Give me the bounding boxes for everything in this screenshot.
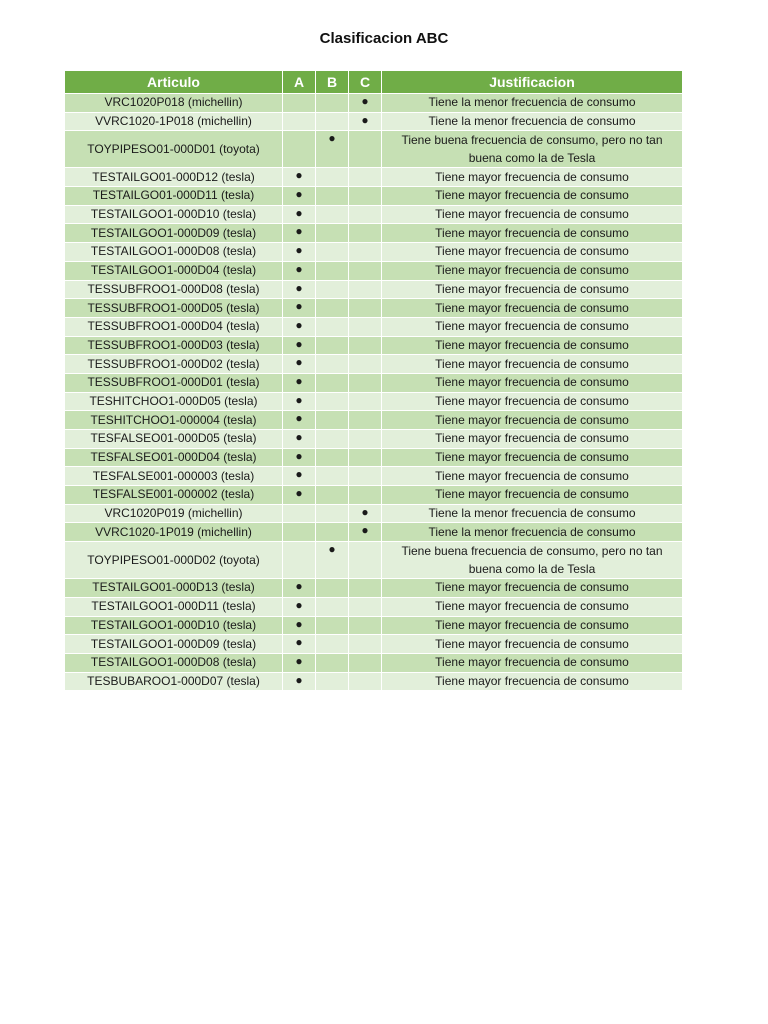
- cell-articulo: TESTAILGOO1-000D09 (tesla): [65, 635, 283, 654]
- cell-class-c: [349, 224, 382, 243]
- classification-mark: ●: [295, 224, 303, 239]
- cell-class-c: [349, 317, 382, 336]
- cell-class-c: [349, 486, 382, 505]
- header-articulo: Articulo: [65, 71, 283, 94]
- page-title: Clasificacion ABC: [319, 30, 449, 47]
- classification-mark: ●: [361, 504, 369, 519]
- cell-justificacion: Tiene la menor frecuencia de consumo: [382, 112, 683, 131]
- cell-justificacion: Tiene mayor frecuencia de consumo: [382, 653, 683, 672]
- cell-justificacion: Tiene mayor frecuencia de consumo: [382, 597, 683, 616]
- cell-articulo: TESHITCHOO1-000004 (tesla): [65, 411, 283, 430]
- cell-class-b: [316, 168, 349, 187]
- cell-class-a: [283, 205, 316, 224]
- cell-justificacion: Tiene mayor frecuencia de consumo: [382, 411, 683, 430]
- cell-class-a: [283, 635, 316, 654]
- cell-class-a: [283, 336, 316, 355]
- table-row: [65, 411, 683, 430]
- cell-class-b: [316, 373, 349, 392]
- cell-class-b: [316, 94, 349, 113]
- cell-class-a: [283, 653, 316, 672]
- cell-articulo: VVRC1020-1P018 (michellin): [65, 112, 283, 131]
- cell-class-a: [283, 355, 316, 374]
- table-header-row: [65, 71, 683, 94]
- cell-articulo: TESTAILGOO1-000D10 (tesla): [65, 616, 283, 635]
- table-row: [65, 467, 683, 486]
- cell-class-c: [349, 672, 382, 691]
- cell-class-b: [316, 653, 349, 672]
- cell-class-b: [316, 131, 349, 168]
- cell-articulo: TESTAILGO01-000D13 (tesla): [65, 579, 283, 598]
- cell-class-a: [283, 299, 316, 318]
- classification-mark: ●: [295, 187, 303, 202]
- cell-class-c: [349, 653, 382, 672]
- cell-class-c: [349, 373, 382, 392]
- table-row: [65, 430, 683, 449]
- table-row: [65, 392, 683, 411]
- cell-class-a: [283, 224, 316, 243]
- classification-mark: ●: [295, 373, 303, 388]
- table-row: [65, 486, 683, 505]
- cell-justificacion: Tiene mayor frecuencia de consumo: [382, 579, 683, 598]
- classification-mark: ●: [295, 597, 303, 612]
- classification-mark: ●: [295, 355, 303, 370]
- cell-justificacion: Tiene mayor frecuencia de consumo: [382, 261, 683, 280]
- table-row: [65, 579, 683, 598]
- cell-articulo: TESFALSE001-000003 (tesla): [65, 467, 283, 486]
- cell-justificacion: Tiene mayor frecuencia de consumo: [382, 448, 683, 467]
- cell-class-c: [349, 299, 382, 318]
- table-body: [65, 94, 683, 691]
- header-c: C: [349, 71, 382, 94]
- classification-mark: ●: [295, 205, 303, 220]
- classification-mark: ●: [295, 672, 303, 687]
- classification-mark: ●: [295, 299, 303, 314]
- classification-mark: ●: [295, 653, 303, 668]
- cell-class-a: [283, 616, 316, 635]
- cell-class-a: [283, 187, 316, 206]
- cell-class-c: [349, 597, 382, 616]
- cell-justificacion: Tiene mayor frecuencia de consumo: [382, 355, 683, 374]
- cell-class-b: [316, 504, 349, 523]
- cell-articulo: TESHITCHOO1-000D05 (tesla): [65, 392, 283, 411]
- header-justificacion: Justificacion: [382, 71, 683, 94]
- cell-class-b: [316, 486, 349, 505]
- cell-class-b: [316, 336, 349, 355]
- cell-class-a: [283, 597, 316, 616]
- cell-class-b: [316, 112, 349, 131]
- classification-mark: ●: [295, 392, 303, 407]
- table-row: [65, 168, 683, 187]
- table-row: [65, 224, 683, 243]
- table-row: [65, 597, 683, 616]
- classification-mark: ●: [295, 336, 303, 351]
- cell-justificacion: Tiene mayor frecuencia de consumo: [382, 224, 683, 243]
- cell-articulo: VRC1020P019 (michellin): [65, 504, 283, 523]
- cell-articulo: TESTAILGOO1-000D10 (tesla): [65, 205, 283, 224]
- cell-class-a: [283, 261, 316, 280]
- cell-class-c: [349, 205, 382, 224]
- cell-class-a: [283, 430, 316, 449]
- table-row: [65, 280, 683, 299]
- cell-class-a: [283, 168, 316, 187]
- classification-mark: ●: [295, 168, 303, 183]
- cell-class-c: [349, 579, 382, 598]
- cell-class-c: [349, 336, 382, 355]
- cell-justificacion: Tiene mayor frecuencia de consumo: [382, 187, 683, 206]
- cell-class-a: [283, 672, 316, 691]
- classification-mark: ●: [295, 579, 303, 594]
- cell-justificacion: Tiene buena frecuencia de consumo, pero no tan buena como la de Tesla: [382, 131, 683, 168]
- cell-class-b: [316, 542, 349, 579]
- cell-articulo: TESSUBFROO1-000D03 (tesla): [65, 336, 283, 355]
- classification-mark: ●: [361, 112, 369, 127]
- classification-mark: ●: [295, 280, 303, 295]
- cell-class-a: [283, 317, 316, 336]
- cell-class-a: [283, 467, 316, 486]
- cell-class-a: [283, 131, 316, 168]
- cell-class-a: [283, 504, 316, 523]
- cell-class-c: [349, 616, 382, 635]
- table-row: [65, 317, 683, 336]
- table-row: [65, 131, 683, 168]
- classification-mark: ●: [295, 317, 303, 332]
- cell-articulo: TOYPIPESO01-000D01 (toyota): [65, 131, 283, 168]
- cell-justificacion: Tiene mayor frecuencia de consumo: [382, 299, 683, 318]
- cell-class-b: [316, 523, 349, 542]
- cell-justificacion: Tiene mayor frecuencia de consumo: [382, 336, 683, 355]
- table-row: [65, 299, 683, 318]
- cell-class-c: [349, 261, 382, 280]
- cell-articulo: TESBUBAROO1-000D07 (tesla): [65, 672, 283, 691]
- cell-class-b: [316, 597, 349, 616]
- table-row: [65, 672, 683, 691]
- cell-class-a: [283, 486, 316, 505]
- table-row: [65, 355, 683, 374]
- cell-class-b: [316, 280, 349, 299]
- table-row: [65, 635, 683, 654]
- cell-justificacion: Tiene la menor frecuencia de consumo: [382, 504, 683, 523]
- cell-articulo: TESTAILGOO1-000D08 (tesla): [65, 243, 283, 262]
- cell-articulo: TESSUBFROO1-000D04 (tesla): [65, 317, 283, 336]
- cell-class-b: [316, 205, 349, 224]
- classification-mark: ●: [295, 448, 303, 463]
- cell-articulo: VRC1020P018 (michellin): [65, 94, 283, 113]
- classification-mark: ●: [361, 94, 369, 108]
- cell-class-b: [316, 392, 349, 411]
- cell-class-a: [283, 373, 316, 392]
- cell-articulo: TESTAILGOO1-000D09 (tesla): [65, 224, 283, 243]
- table-row: [65, 205, 683, 224]
- cell-class-b: [316, 299, 349, 318]
- cell-class-c: [349, 355, 382, 374]
- cell-class-a: [283, 392, 316, 411]
- cell-class-b: [316, 411, 349, 430]
- classification-mark: ●: [361, 523, 369, 538]
- table-row: [65, 523, 683, 542]
- classification-mark: ●: [295, 486, 303, 501]
- cell-class-a: [283, 243, 316, 262]
- cell-class-b: [316, 672, 349, 691]
- cell-class-c: [349, 430, 382, 449]
- cell-class-b: [316, 187, 349, 206]
- cell-justificacion: Tiene la menor frecuencia de consumo: [382, 94, 683, 113]
- cell-justificacion: Tiene mayor frecuencia de consumo: [382, 467, 683, 486]
- table-row: [65, 261, 683, 280]
- classification-mark: ●: [295, 635, 303, 650]
- cell-class-b: [316, 355, 349, 374]
- cell-class-c: [349, 392, 382, 411]
- classification-mark: ●: [295, 411, 303, 426]
- cell-justificacion: Tiene mayor frecuencia de consumo: [382, 280, 683, 299]
- cell-justificacion: Tiene la menor frecuencia de consumo: [382, 523, 683, 542]
- cell-justificacion: Tiene mayor frecuencia de consumo: [382, 486, 683, 505]
- table-row: [65, 653, 683, 672]
- cell-class-b: [316, 579, 349, 598]
- table-row: [65, 243, 683, 262]
- table-row: [65, 542, 683, 579]
- cell-justificacion: Tiene mayor frecuencia de consumo: [382, 205, 683, 224]
- cell-class-c: [349, 94, 382, 113]
- cell-articulo: TESTAILGOO1-000D11 (tesla): [65, 597, 283, 616]
- cell-justificacion: Tiene mayor frecuencia de consumo: [382, 672, 683, 691]
- cell-class-b: [316, 261, 349, 280]
- cell-class-b: [316, 448, 349, 467]
- classification-mark: ●: [295, 467, 303, 482]
- cell-articulo: TESFALSEO01-000D05 (tesla): [65, 430, 283, 449]
- cell-articulo: TESTAILGOO1-000D08 (tesla): [65, 653, 283, 672]
- cell-class-c: [349, 542, 382, 579]
- cell-class-c: [349, 411, 382, 430]
- cell-articulo: TESTAILGO01-000D12 (tesla): [65, 168, 283, 187]
- cell-articulo: TESTAILGO01-000D11 (tesla): [65, 187, 283, 206]
- table-row: [65, 373, 683, 392]
- table-row: [65, 187, 683, 206]
- header-a: A: [283, 71, 316, 94]
- table-row: [65, 94, 683, 113]
- cell-articulo: VVRC1020-1P019 (michellin): [65, 523, 283, 542]
- cell-class-c: [349, 448, 382, 467]
- cell-class-c: [349, 187, 382, 206]
- table-row: [65, 448, 683, 467]
- cell-class-b: [316, 243, 349, 262]
- cell-articulo: TOYPIPESO01-000D02 (toyota): [65, 542, 283, 579]
- cell-justificacion: Tiene mayor frecuencia de consumo: [382, 317, 683, 336]
- header-b: B: [316, 71, 349, 94]
- cell-class-b: [316, 430, 349, 449]
- cell-class-a: [283, 280, 316, 299]
- classification-mark: ●: [295, 430, 303, 444]
- cell-class-a: [283, 94, 316, 113]
- cell-class-a: [283, 112, 316, 131]
- cell-justificacion: Tiene mayor frecuencia de consumo: [382, 373, 683, 392]
- cell-class-a: [283, 411, 316, 430]
- cell-class-a: [283, 523, 316, 542]
- cell-justificacion: Tiene mayor frecuencia de consumo: [382, 430, 683, 449]
- cell-justificacion: Tiene mayor frecuencia de consumo: [382, 168, 683, 187]
- abc-classification-table: [64, 70, 683, 691]
- cell-class-c: [349, 635, 382, 654]
- cell-class-c: [349, 467, 382, 486]
- table-row: [65, 616, 683, 635]
- cell-class-c: [349, 523, 382, 542]
- table-row: [65, 504, 683, 523]
- classification-mark: ●: [295, 243, 303, 258]
- cell-articulo: TESFALSE001-000002 (tesla): [65, 486, 283, 505]
- cell-class-c: [349, 168, 382, 187]
- classification-mark: ●: [328, 131, 336, 146]
- table-row: [65, 112, 683, 131]
- cell-class-c: [349, 280, 382, 299]
- cell-class-c: [349, 504, 382, 523]
- cell-class-a: [283, 542, 316, 579]
- table-row: [65, 336, 683, 355]
- classification-mark: ●: [295, 261, 303, 276]
- cell-justificacion: Tiene mayor frecuencia de consumo: [382, 243, 683, 262]
- cell-class-b: [316, 467, 349, 486]
- cell-justificacion: Tiene buena frecuencia de consumo, pero no tan buena como la de Tesla: [382, 542, 683, 579]
- cell-articulo: TESTAILGOO1-000D04 (tesla): [65, 261, 283, 280]
- cell-class-b: [316, 224, 349, 243]
- cell-articulo: TESFALSEO01-000D04 (tesla): [65, 448, 283, 467]
- classification-mark: ●: [328, 542, 336, 557]
- cell-justificacion: Tiene mayor frecuencia de consumo: [382, 392, 683, 411]
- cell-class-b: [316, 635, 349, 654]
- cell-class-c: [349, 112, 382, 131]
- cell-justificacion: Tiene mayor frecuencia de consumo: [382, 616, 683, 635]
- cell-class-b: [316, 616, 349, 635]
- cell-class-a: [283, 579, 316, 598]
- cell-class-b: [316, 317, 349, 336]
- cell-articulo: TESSUBFROO1-000D08 (tesla): [65, 280, 283, 299]
- cell-articulo: TESSUBFROO1-000D05 (tesla): [65, 299, 283, 318]
- cell-class-c: [349, 243, 382, 262]
- classification-mark: ●: [295, 616, 303, 631]
- cell-articulo: TESSUBFROO1-000D02 (tesla): [65, 355, 283, 374]
- cell-justificacion: Tiene mayor frecuencia de consumo: [382, 635, 683, 654]
- cell-class-a: [283, 448, 316, 467]
- cell-class-c: [349, 131, 382, 168]
- cell-articulo: TESSUBFROO1-000D01 (tesla): [65, 373, 283, 392]
